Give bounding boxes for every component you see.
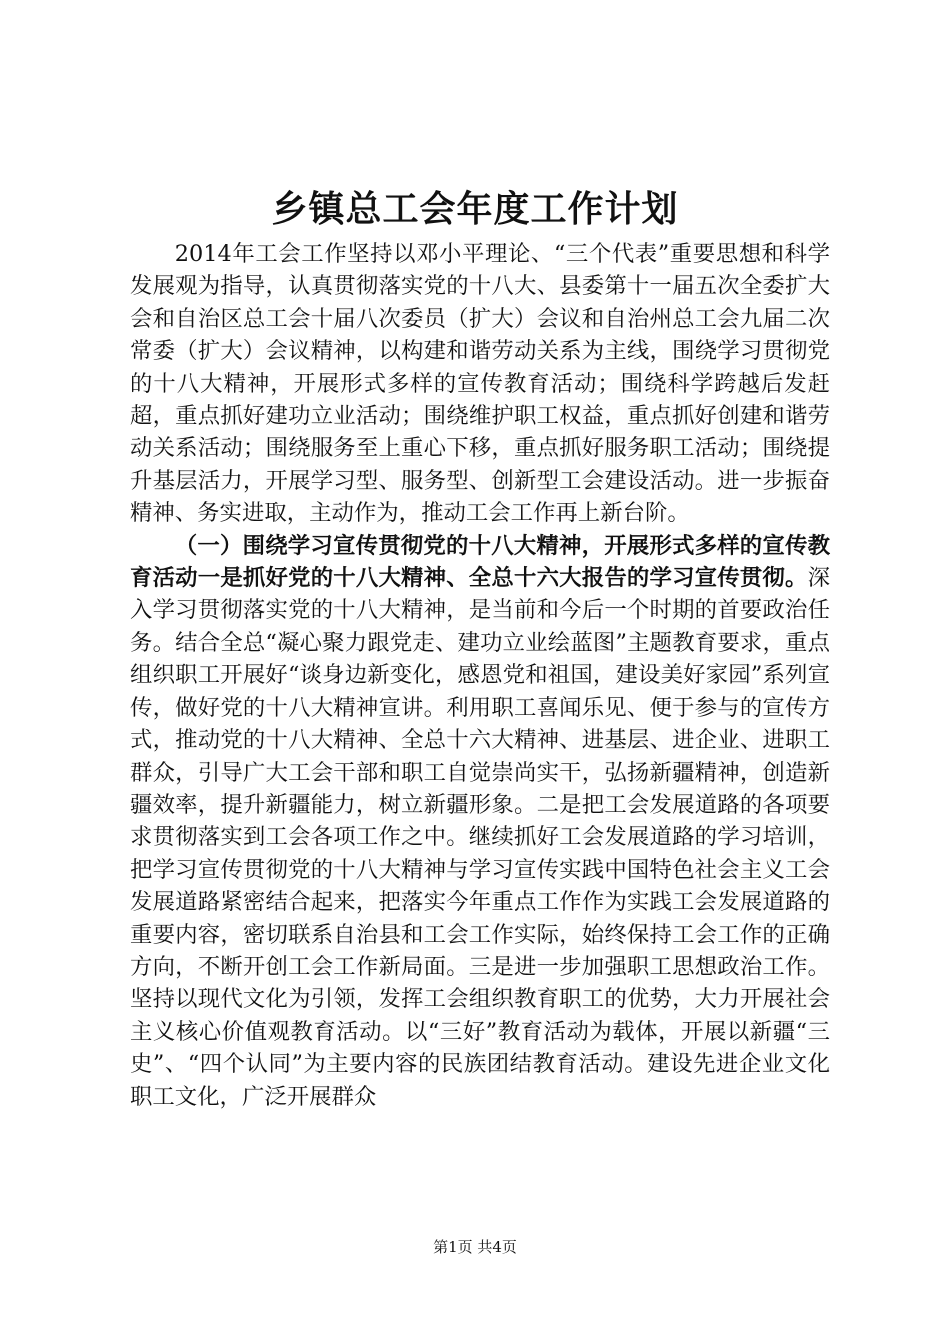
intro-paragraph: 2014年工会工作坚持以邓小平理论、“三个代表”重要思想和科学发展观为指导，认真贯彻落实党的十八大、县委第十一届五次全委扩大会和自治区总工会十届八次委员（扩大）会议和自治州总工会九届二次常委（扩大）会议精神，以构建和谐劳动关系为主线，围绕学习贯彻党的十八大精神，开展形式多样的宣传教育活动；围绕科学跨越后发赶超，重点抓好建功立业活动；围绕维护职工权益，重点抓好创建和谐劳动关系活动；围绕服务至上重心下移，重点抓好服务职工活动；围绕提升基层活力，开展学习型、服务型、创新型工会建设活动。进一步振奋精神、务实进取，主动作为，推动工会工作再上新台阶。: [130, 241, 830, 527]
section-one-heading: （一）围绕学习宣传贯彻党的十八大精神，开展形式多样的宣传教育活动一是抓好党的十八大精神、全总十六大报告的学习宣传贯彻。: [130, 532, 830, 592]
section-one-body: 深入学习贯彻落实党的十八大精神，是当前和今后一个时期的首要政治任务。结合全总“凝心聚力跟党走、建功立业绘蓝图”主题教育要求，重点组织职工开展好“谈身边新变化，感恩党和祖国，建设美好家园”系列宣传，做好党的十八大精神宣讲。利用职工喜闻乐见、便于参与的宣传方式，推动党的十八大精神、全总十六大精神、进基层、进企业、进职工群众，引导广大工会干部和职工自觉崇尚实干，弘扬新疆精神，创造新疆效率，提升新疆能力，树立新疆形象。二是把工会发展道路的各项要求贯彻落实到工会各项工作之中。继续抓好工会发展道路的学习培训，把学习宣传贯彻党的十八大精神与学习宣传实践中国特色社会主义工会发展道路紧密结合起来，把落实今年重点工作作为实践工会发展道路的重要内容，密切联系自治县和工会工作实际，始终保持工会工作的正确方向，不断开创工会工作新局面。三是进一步加强职工思想政治工作。坚持以现代文化为引领，发挥工会组织教育职工的优势，大力开展社会主义核心价值观教育活动。以“三好”教育活动为载体，开展以新疆“三史”、“四个认同”为主要内容的民族团结教育活动。建设先进企业文化职工文化，广泛开展群众: [130, 565, 830, 1110]
page-footer: 第1页 共4页: [433, 1238, 517, 1256]
document-body: [130, 238, 830, 1113]
document-title: 乡镇总工会年度工作计划: [271, 188, 679, 230]
section-one-paragraph: [130, 530, 830, 1113]
